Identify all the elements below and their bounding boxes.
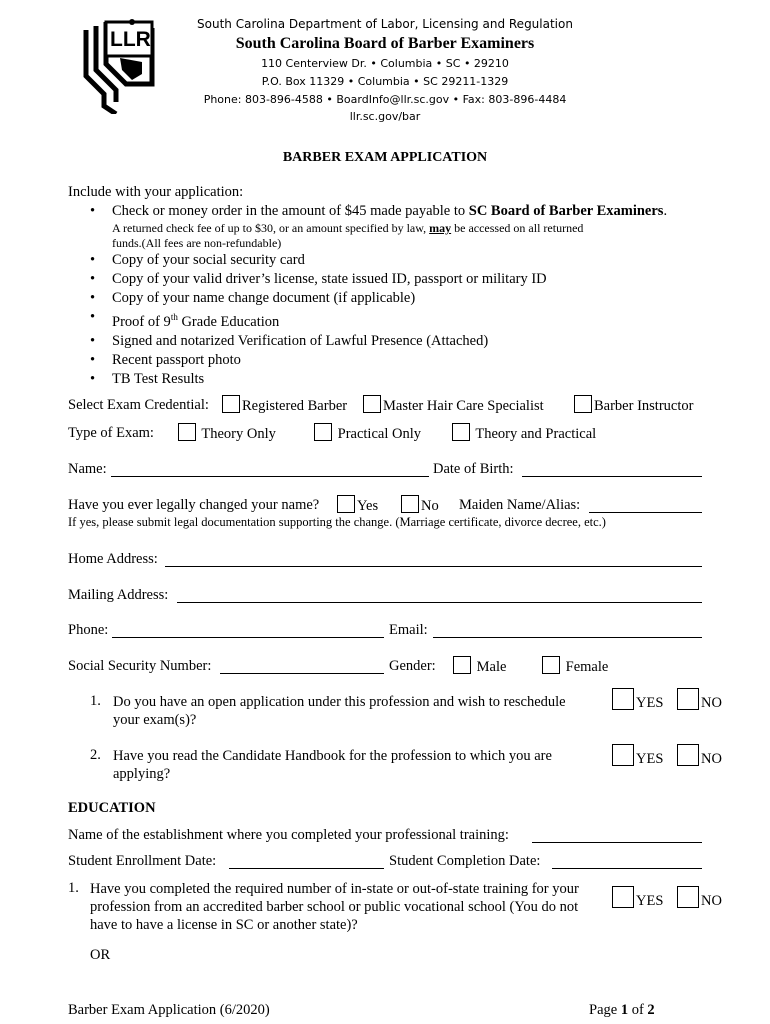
requirement-education: • Proof of 9th Grade Education [68,308,718,332]
theory-only-checkbox[interactable] [178,423,196,441]
question-1-yes-checkbox[interactable] [612,688,634,710]
dob-field[interactable] [522,476,702,477]
name-change-no-label: No [421,498,439,514]
footer-form-name: Barber Exam Application (6/2020) [68,1002,270,1018]
logo-text: LLR [110,28,151,51]
male-checkbox[interactable] [453,656,471,674]
education-question-1-no-label: NO [701,893,722,909]
female-checkbox[interactable] [542,656,560,674]
exam-type-label: Type of Exam: [68,425,154,441]
question-2-no-checkbox[interactable] [677,744,699,766]
requirement-photo: • Recent passport photo [68,351,718,370]
question-2-yes-checkbox[interactable] [612,744,634,766]
requirements-list [68,202,718,389]
education-question-1-no-checkbox[interactable] [677,886,699,908]
home-address-label: Home Address: [68,551,158,567]
mailing-address-label: Mailing Address: [68,587,169,603]
board-name: South Carolina Board of Barber Examiners [235,35,535,52]
include-intro: Include with your application: [68,184,244,200]
question-1-yes-label: YES [636,695,664,711]
question-1-number: 1. [90,693,101,709]
master-hair-care-checkbox[interactable] [363,395,381,413]
theory-practical-checkbox[interactable] [452,423,470,441]
enrollment-date-field[interactable] [229,868,384,869]
master-hair-care-label: Master Hair Care Specialist [383,398,544,414]
education-question-1-yes-checkbox[interactable] [612,886,634,908]
ssn-field[interactable] [220,673,384,674]
requirement-lawful-presence: • Signed and notarized Verification of Lawful Presence (Attached) [68,332,718,351]
name-change-yes-label: Yes [357,498,379,514]
name-change-no-checkbox[interactable] [401,495,419,513]
dob-label: Date of Birth: [433,461,514,477]
name-label: Name: [68,461,107,477]
address-line-1: 110 Centerview Dr. • Columbia • SC • 29210 [261,57,509,70]
theory-practical-label: Theory and Practical [475,426,597,442]
department-name: South Carolina Department of Labor, Licensing and Regulation [197,17,573,31]
requirement-tb-test: • TB Test Results [68,370,718,389]
female-label: Female [565,659,609,675]
completion-date-field[interactable] [552,868,702,869]
name-change-yes-checkbox[interactable] [337,495,355,513]
maiden-name-field[interactable] [589,512,702,513]
question-2-no-label: NO [701,751,722,767]
name-change-note: If yes, please submit legal documentation supporting the change. (Marriage certificate, divorce decree, etc.) [68,515,606,529]
name-change-question: Have you ever legally changed your name? [68,497,320,513]
address-line-2: P.O. Box 11329 • Columbia • SC 29211-1329 [261,75,509,88]
requirement-ssn-card: • Copy of your social security card [68,251,718,270]
question-1-no-label: NO [701,695,722,711]
website: llr.sc.gov/bar [349,110,421,123]
email-label: Email: [389,622,428,638]
question-1-text: Do you have an open application under this profession and wish to reschedule your exam(s)? [113,694,566,728]
maiden-name-label: Maiden Name/Alias: [459,497,581,513]
requirement-name-change: • Copy of your name change document (if applicable) [68,289,718,308]
mailing-address-field[interactable] [177,602,702,603]
question-1-no-checkbox[interactable] [677,688,699,710]
male-label: Male [476,659,507,675]
question-2-yes-label: YES [636,751,664,767]
home-address-field[interactable] [165,566,702,567]
education-question-1-number: 1. [68,880,79,896]
barber-instructor-label: Barber Instructor [594,398,694,414]
registered-barber-label: Registered Barber [242,398,348,414]
form-title: BARBER EXAM APPLICATION [282,150,488,165]
question-2-number: 2. [90,747,101,763]
education-question-1-yes-label: YES [636,893,664,909]
name-field[interactable] [111,476,429,477]
gender-label: Gender: [389,658,436,674]
completion-date-label: Student Completion Date: [389,853,541,869]
footer-page-number: Page 1 of 2 [589,1002,655,1018]
credential-row [68,397,209,414]
phone-field[interactable] [112,637,384,638]
practical-only-checkbox[interactable] [314,423,332,441]
contact-line: Phone: 803-896-4588 • BoardInfo@llr.sc.gov • Fax: 803-896-4484 [203,93,567,106]
theory-only-label: Theory Only [201,426,276,442]
credential-label: Select Exam Credential: [68,397,209,413]
ssn-label: Social Security Number: [68,658,212,674]
establishment-label: Name of the establishment where you completed your professional training: [68,827,509,843]
education-heading: EDUCATION [68,800,156,816]
or-separator: OR [90,947,111,963]
phone-label: Phone: [68,622,109,638]
barber-instructor-checkbox[interactable] [574,395,592,413]
registered-barber-checkbox[interactable] [222,395,240,413]
practical-only-label: Practical Only [337,426,421,442]
enrollment-date-label: Student Enrollment Date: [68,853,217,869]
email-field[interactable] [433,637,702,638]
question-2-text: Have you read the Candidate Handbook for the profession to which you are applying? [113,748,552,782]
returned-check-note: A returned check fee of up to $30, or an amount specified by law, may be accessed on all returned funds.(All fees are non-refundable) [112,221,584,250]
establishment-field[interactable] [532,842,702,843]
requirement-id: • Copy of your valid driver’s license, state issued ID, passport or military ID [68,270,718,289]
requirement-fee: • Check or money order in the amount of $45 made payable to SC Board of Barber Examiners. [68,202,718,221]
education-question-1-text: Have you completed the required number of in-state or out-of-state training for your profession from an accredited barber school or public vocational school (You do not have to have a license in SC or another state)? [90,881,579,933]
